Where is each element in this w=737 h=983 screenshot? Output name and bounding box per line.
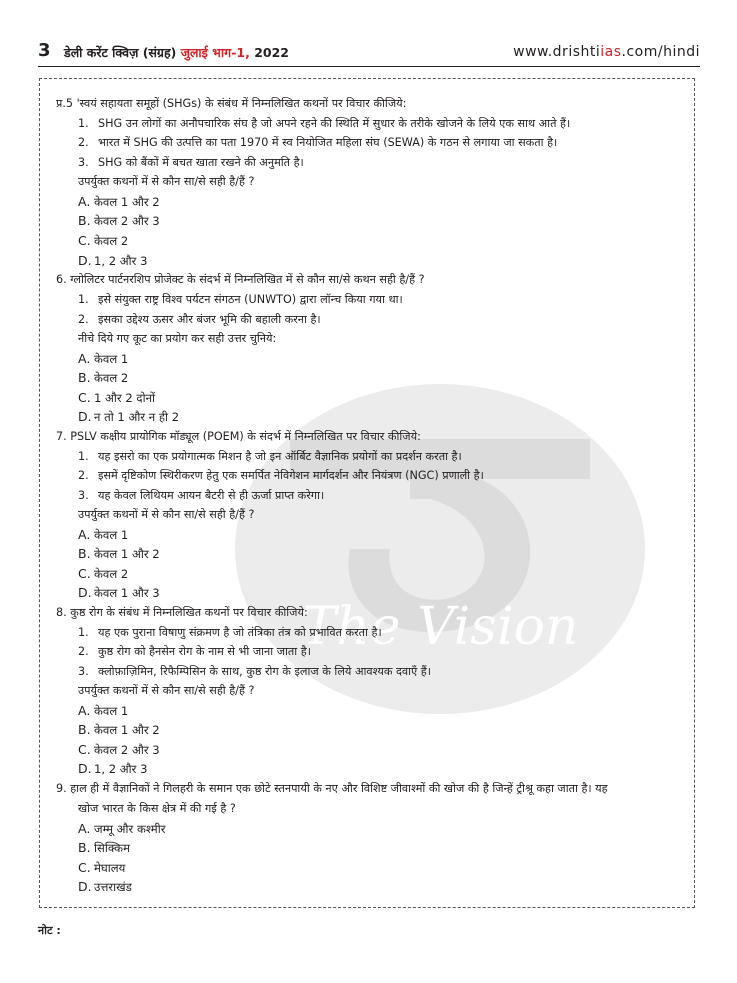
answer-option-text: केवल 1 और 2 [94,547,160,561]
answer-option-text: 1, 2 और 3 [94,762,148,776]
answer-option [78,841,130,855]
question-instruction-text: उपर्युक्त कथनों में से कौन सा/से सही है/हैं ? [78,684,255,697]
header-divider [38,66,700,67]
answer-option-number: C. [78,566,91,581]
statement-text: इसमें दृष्टिकोण स्थिरीकरण हेतु एक समर्पित नेविगेशन मार्गदर्शन और नियंत्रण (NGC) प्रणाली है। [98,469,484,482]
question-stem-text: प्र.5 'स्वयं सहायता समूहों (SHGs) के संबंध में निम्नलिखित कथनों पर विचार कीजिये: [56,97,407,110]
answer-option-number: D. [78,585,92,600]
answer-option-text: केवल 2 [94,371,129,385]
question-stem [56,97,406,111]
answer-option [78,743,160,757]
question-stem [56,782,608,796]
statement-text: भारत में SHG की उत्पत्ति का पता 1970 में स्व नियोजित महिला संघ (SEWA) के गठन से लगाया जा सकता है। [98,136,558,149]
statement-number: 2. [78,136,89,149]
answer-option-text: 1 और 2 दोनों [94,391,156,405]
answer-option-number: A. [78,703,91,718]
header-title-main: डेली करेंट क्विज़ (संग्रह) [64,45,177,60]
answer-option [78,547,160,561]
answer-option-number: D. [78,253,92,268]
answer-option [78,723,160,737]
url-suffix: .com/hindi [621,44,700,60]
statement [78,450,462,464]
answer-option-text: केवल 1 [94,528,129,542]
answer-option [78,567,128,581]
answer-option-number: A. [78,194,91,209]
answer-option [78,410,179,424]
statement [78,469,484,483]
statement [78,489,324,503]
statement-number: 1. [78,450,89,463]
question-stem-text: 7. PSLV कक्षीय प्रायोगिक मॉड्यूल (POEM) के संदर्भ में निम्नलिखित पर विचार कीजिये: [56,430,421,443]
answer-option-number: C. [78,742,91,757]
footer-note: नोट : [38,924,61,937]
answer-option-text: मेघालय [94,861,126,875]
answer-option [78,704,128,718]
header-title-accent: जुलाई भाग-1, [180,45,250,60]
question-instruction-text: उपर्युक्त कथनों में से कौन सा/से सही है/हैं ? [78,508,255,521]
statement-number: 1. [78,293,89,306]
answer-option [78,880,132,894]
url-accent: ias [600,44,622,60]
answer-option [78,214,160,228]
answer-option-text: 1, 2 और 3 [94,254,148,268]
statement-number: 2. [78,313,89,326]
answer-option [78,391,155,405]
answer-option-number: C. [78,233,91,248]
statement [78,136,557,150]
statement-number: 3. [78,665,89,678]
statement-number: 3. [78,489,89,502]
statement-text: कुष्ठ रोग को हैनसेन रोग के नाम से भी जाना जाता है। [98,645,311,658]
answer-option-number: C. [78,390,91,405]
question-stem-continued-text: खोज भारत के किस क्षेत्र में की गई है ? [78,802,236,815]
answer-option-number: B. [78,213,91,228]
question-instruction [78,175,254,189]
statement [78,645,311,659]
answer-option-number: C. [78,860,91,875]
answer-option-text: सिक्किम [94,841,130,855]
answer-option-text: जम्मू और कश्मीर [94,822,166,836]
question-stem [56,273,425,287]
header-title-year: 2022 [254,45,290,60]
question-stem-text: 8. कुष्ठ रोग के संबंध में निम्नलिखित कथनों पर विचार कीजिये: [56,606,308,619]
answer-option [78,254,147,268]
answer-option-text: केवल 1 [94,704,129,718]
answer-option [78,528,128,542]
question-instruction [78,332,276,346]
answer-option [78,352,128,366]
answer-option [78,762,147,776]
answer-option [78,371,128,385]
question-stem-text: 6. ग्लोलिटर पार्टनरशिप प्रोजेक्ट के संदर्भ में निम्नलिखित में से कौन सा/से कथन सही है/हैं ? [56,273,425,286]
question-instruction-text: उपर्युक्त कथनों में से कौन सा/से सही है/हैं ? [78,175,255,188]
statement-text: यह केवल लिथियम आयन बैटरी से ही ऊर्जा प्राप्त करेगा। [98,489,325,502]
answer-option-text: केवल 2 [94,567,129,581]
statement-text: यह एक पुराना विषाणु संक्रमण है जो तंत्रिका तंत्र को प्रभावित करता है। [98,626,382,639]
question-stem-text: 9. हाल ही में वैज्ञानिकों ने गिलहरी के समान एक छोटे स्तनपायी के नए और विशिष्ट जीवाश्मों की खोज की है जिन्हें ट्रीश्रू कहा जाता है। यह [56,782,608,795]
question-instruction [78,684,254,698]
statement-text: SHG को बैंकों में बचत खाता रखने की अनुमति है। [98,156,304,169]
answer-option-number: A. [78,351,91,366]
statement-text: SHG उन लोगों का अनौपचारिक संघ है जो अपने रहने की स्थिति में सुधार के तरीके खोजने के लिये एक साथ आते हैं। [98,117,571,130]
page-number: 3 [38,40,51,61]
question-stem-continued [78,802,236,816]
answer-option-number: D. [78,409,92,424]
statement-number: 3. [78,156,89,169]
answer-option-text: केवल 1 [94,352,129,366]
answer-option-number: A. [78,821,91,836]
answer-option-text: केवल 2 और 3 [94,743,160,757]
url-prefix: www.drishti [513,44,601,60]
question-instruction-text: नीचे दिये गए कूट का प्रयोग कर सही उत्तर चुनिये: [78,332,277,345]
header-title [64,44,289,61]
answer-option-text: केवल 2 और 3 [94,214,160,228]
question-stem [56,606,308,620]
page-header [38,40,700,64]
statement [78,626,382,640]
statement [78,665,431,679]
question-instruction [78,508,254,522]
answer-option-number: D. [78,879,92,894]
answer-option [78,822,165,836]
statement-text: यह इसरो का एक प्रयोगात्मक मिशन है जो इन ऑर्बिट वैज्ञानिक प्रयोगों का प्रदर्शन करता है। [98,450,462,463]
answer-option [78,861,125,875]
answer-option-number: B. [78,370,91,385]
statement-text: इसका उद्देश्य ऊसर और बंजर भूमि की बहाली करना है। [98,313,321,326]
answer-option-text: न तो 1 और न ही 2 [94,410,180,424]
statement [78,313,321,327]
answer-option-number: B. [78,546,91,561]
statement-text: क्लोफ़ाज़िमिन, रिफैम्पिसिन के साथ, कुष्ठ रोग के इलाज के लिये आवश्यक दवाएँ हैं। [98,665,431,678]
answer-option [78,234,128,248]
answer-option-number: B. [78,840,91,855]
answer-option [78,586,160,600]
statement-number: 2. [78,645,89,658]
question-stem [56,430,421,444]
statement-text: इसे संयुक्त राष्ट्र विश्व पर्यटन संगठन (UNWTO) द्वारा लॉन्च किया गया था। [98,293,403,306]
statement [78,293,403,307]
answer-option-number: A. [78,527,91,542]
answer-option-number: B. [78,722,91,737]
answer-option-number: D. [78,761,92,776]
answer-option-text: केवल 1 और 2 [94,723,160,737]
statement-number: 1. [78,626,89,639]
statement-number: 2. [78,469,89,482]
statement-number: 1. [78,117,89,130]
statement [78,117,570,131]
answer-option-text: केवल 1 और 3 [94,586,160,600]
answer-option-text: केवल 2 [94,234,129,248]
answer-option [78,195,160,209]
statement [78,156,304,170]
answer-option-text: केवल 1 और 2 [94,195,160,209]
question-box [39,78,695,908]
watermark-text: The Vision [301,597,579,657]
header-url [513,44,700,60]
answer-option-text: उत्तराखंड [94,880,132,894]
